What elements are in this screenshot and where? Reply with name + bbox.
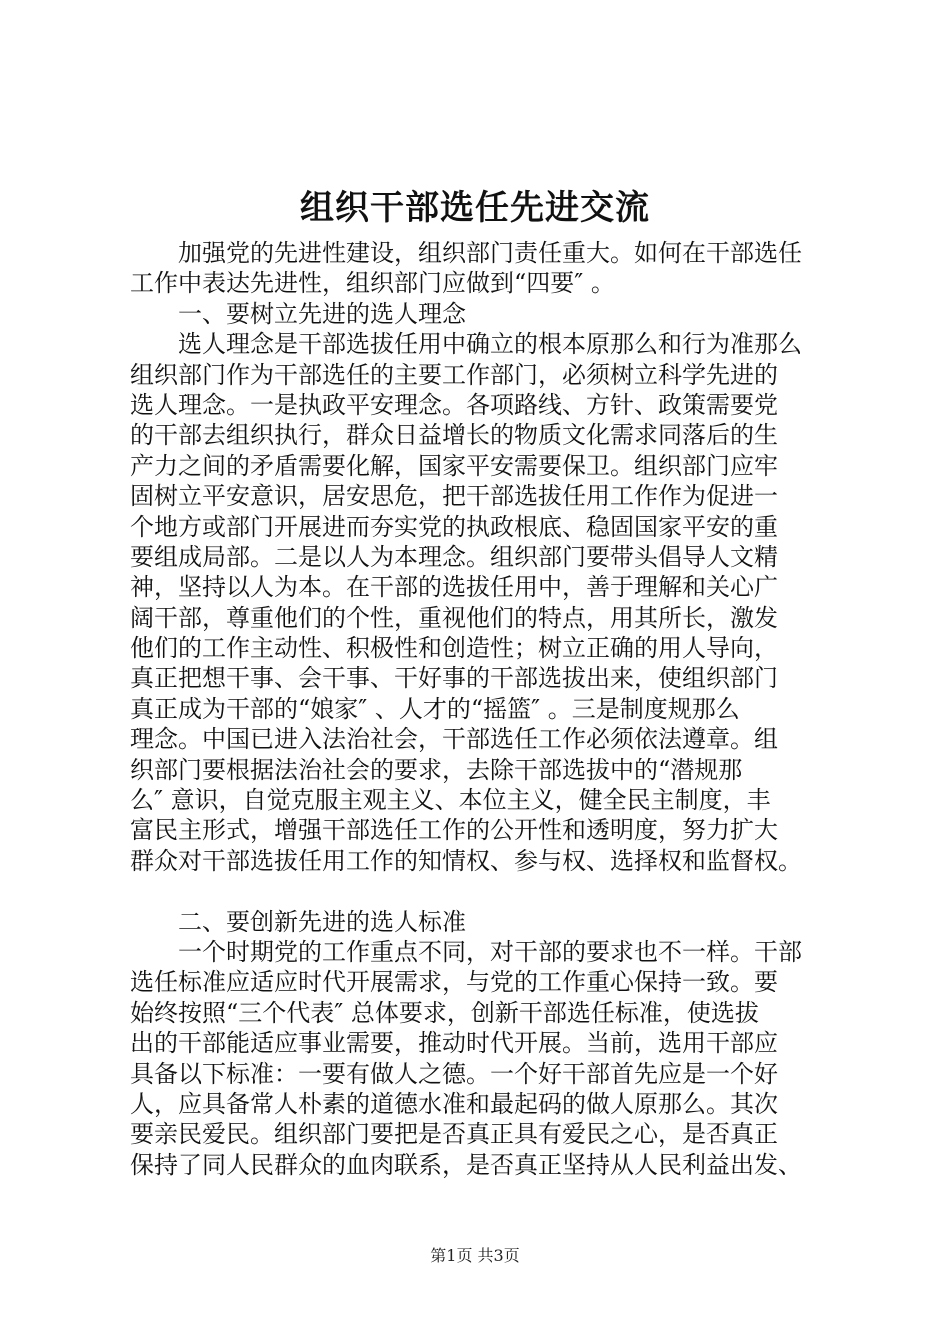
section-heading-2: 二、要创新先进的选人标准 [178,907,466,936]
document-title: 组织干部选任先进交流 [300,188,650,228]
paragraph-line: 产力之间的矛盾需要化解，国家平安需要保卫。组织部门应牢 [130,451,778,480]
paragraph-line: 组织部门作为干部选任的主要工作部门，必须树立科学先进的 [130,360,778,389]
paragraph-line: 织部门要根据法治社会的要求，去除干部选拔中的“潜规那 [130,755,743,784]
paragraph-line: 选人理念是干部选拔任用中确立的根本原那么和行为准那么 [178,330,802,359]
paragraph-line: 一个时期党的工作重点不同，对干部的要求也不一样。干部 [178,937,802,966]
paragraph-line: 选任标准应适应时代开展需求，与党的工作重心保持一致。要 [130,968,778,997]
paragraph-line: 人，应具备常人朴素的道德水准和最起码的做人原那么。其次 [130,1089,778,1118]
paragraph-line: 神，坚持以人为本。在干部的选拔任用中，善于理解和关心广 [130,573,778,602]
document-body [130,238,850,1180]
paragraph-line: 的干部去组织执行，群众日益增长的物质文化需求同落后的生 [130,421,778,450]
paragraph-line: 固树立平安意识，居安思危，把干部选拔任用工作作为促进一 [130,482,778,511]
paragraph-line: 选人理念。一是执政平安理念。各项路线、方针、政策需要党 [130,390,778,419]
paragraph-line: 要组成局部。二是以人为本理念。组织部门要带头倡导人文精 [130,542,778,571]
paragraph-line: 富民主形式，增强干部选任工作的公开性和透明度，努力扩大 [130,816,778,845]
page-number-footer: 第1页 共3页 [430,1246,520,1265]
paragraph-line: 理念。中国已进入法治社会，干部选任工作必须依法遵章。组 [130,725,778,754]
paragraph-line: 他们的工作主动性、积极性和创造性；树立正确的用人导向， [130,634,778,663]
paragraph-line: 真正把想干事、会干事、干好事的干部选拔出来，使组织部门 [130,664,778,693]
paragraph-line: 群众对干部选拔任用工作的知情权、参与权、选择权和监督权。 [130,846,802,875]
paragraph-line: 加强党的先进性建设，组织部门责任重大。如何在干部选任 [178,239,802,267]
section-heading-1: 一、要树立先进的选人理念 [178,299,466,328]
paragraph-line: 保持了同人民群众的血肉联系，是否真正坚持从人民利益出发、 [130,1150,802,1179]
paragraph-line: 始终按照“三个代表″ 总体要求，创新干部选任标准，使选拔 [130,998,759,1027]
paragraph-line: 工作中表达先进性，组织部门应做到“四要″ 。 [130,269,615,298]
paragraph-line: 真正成为干部的“娘家″ 、人才的“摇篮″ 。三是制度规那么 [130,694,740,723]
paragraph-spacer [130,876,850,906]
paragraph-line: 具备以下标准：一要有做人之德。一个好干部首先应是一个好 [130,1059,778,1088]
paragraph-line: 个地方或部门开展进而夯实党的执政根底、稳固国家平安的重 [130,512,778,541]
paragraph-line: 出的干部能适应事业需要，推动时代开展。当前，选用干部应 [130,1029,778,1058]
paragraph-line: 要亲民爱民。组织部门要把是否真正具有爱民之心，是否真正 [130,1120,778,1149]
paragraph-line: 阔干部，尊重他们的个性，重视他们的特点，用其所长，激发 [130,603,778,632]
paragraph-line: 么″ 意识，自觉克服主观主义、本位主义，健全民主制度，丰 [130,786,771,815]
